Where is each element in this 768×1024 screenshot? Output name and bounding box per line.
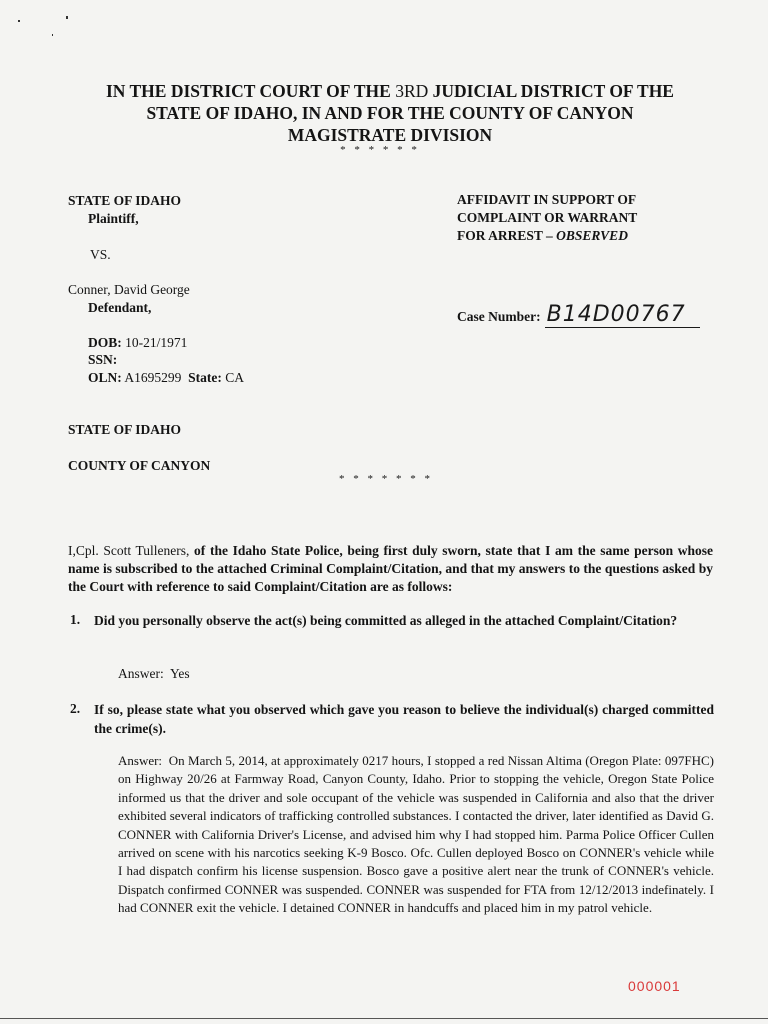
answer	[118, 752, 714, 918]
answer-text: Yes	[170, 666, 190, 681]
case-number	[457, 302, 700, 327]
question-text: If so, please state what you observed which gave you reason to believe the individual(s) charged committed the crime(s).	[94, 702, 714, 736]
case-number-label: Case Number:	[457, 309, 541, 324]
affidavit-title-line3: FOR ARREST – OBSERVED	[457, 228, 628, 243]
oath-paragraph: I,Cpl. Scott Tulleners, of the Idaho State Police, being first duly sworn, state that I am the same person whose name is subscribed to the attached Criminal Complaint/Citation, and that my answers to the questions asked by the Court with reference to said Complaint/Citation are as follows:	[68, 543, 713, 594]
answer-label: Answer:	[118, 753, 163, 768]
affidavit-title	[457, 191, 637, 245]
scan-speck	[66, 16, 68, 19]
page-edge-line	[0, 1018, 768, 1019]
defendant-label: Defendant,	[88, 300, 152, 315]
venue-stars: * * * * * * *	[339, 473, 433, 485]
court-heading	[60, 80, 720, 146]
court-heading-line1: IN THE DISTRICT COURT OF THE 3RD JUDICIAL DISTRICT OF THE	[106, 81, 674, 101]
oln-row: OLN: A1695299 State: CA	[88, 370, 245, 385]
answer-text: On March 5, 2014, at approximately 0217 hours, I stopped a red Nissan Altima (Oregon Plate: 097FHC) on Highway 20/26 at Farmway Road, Canyon County, Idaho. Prior to stopping the vehicle, Oregon State Police informed us that the driver and sole occupant of the vehicle was suspended in California and also that the driver exhibited several indicators of trafficking controlled substances. I contacted the driver, later identified as David G. CONNER with California Driver's License, and advised him why I had stopped him. Parma Police Officer Cullen arrived on scene with his narcotics seeking K-9 Bosco. Ofc. Cullen deployed Bosco on CONNER's vehicle while I had dispatch confirm his license suspension. Bosco gave a positive alert near the trunk of CONNER's vehicle. Dispatch confirmed CONNER was suspended. CONNER was suspended for FTA from 12/12/2013 indefinately. I had CONNER exit the vehicle. I detained CONNER in handcuffs and placed him in my patrol vehicle.	[118, 753, 714, 916]
ssn-row: SSN:	[88, 352, 118, 367]
versus: VS.	[90, 247, 111, 262]
dob-row: DOB: 10-21/1971	[88, 335, 188, 350]
officer-name: I,Cpl. Scott Tulleners,	[68, 543, 190, 558]
heading-stars: * * * * * *	[340, 144, 420, 156]
scan-speck	[18, 20, 20, 22]
bates-number: 000001	[628, 978, 681, 994]
court-heading-line2: STATE OF IDAHO, IN AND FOR THE COUNTY OF CANYON	[146, 103, 634, 123]
affidavit-title-line1: AFFIDAVIT IN SUPPORT OF	[457, 192, 637, 207]
venue-state: STATE OF IDAHO	[68, 422, 182, 437]
district-number: 3RD	[395, 81, 429, 101]
affidavit-title-line2: COMPLAINT OR WARRANT	[457, 210, 638, 225]
court-heading-line3: MAGISTRATE DIVISION	[287, 125, 493, 145]
venue-county: COUNTY OF CANYON	[68, 458, 211, 473]
plaintiff-label: Plaintiff,	[88, 211, 139, 226]
defendant-name: Conner, David George	[68, 282, 190, 297]
scan-speck	[52, 34, 53, 36]
question-number: 1.	[70, 612, 81, 627]
plaintiff-name: STATE OF IDAHO	[68, 193, 182, 208]
question-text: Did you personally observe the act(s) being committed as alleged in the attached Complaint/Citation?	[94, 613, 678, 628]
question-number: 2.	[70, 701, 81, 716]
answer	[118, 664, 190, 684]
case-number-handwritten: B14D00767	[545, 302, 700, 328]
answer-label: Answer:	[118, 666, 164, 681]
